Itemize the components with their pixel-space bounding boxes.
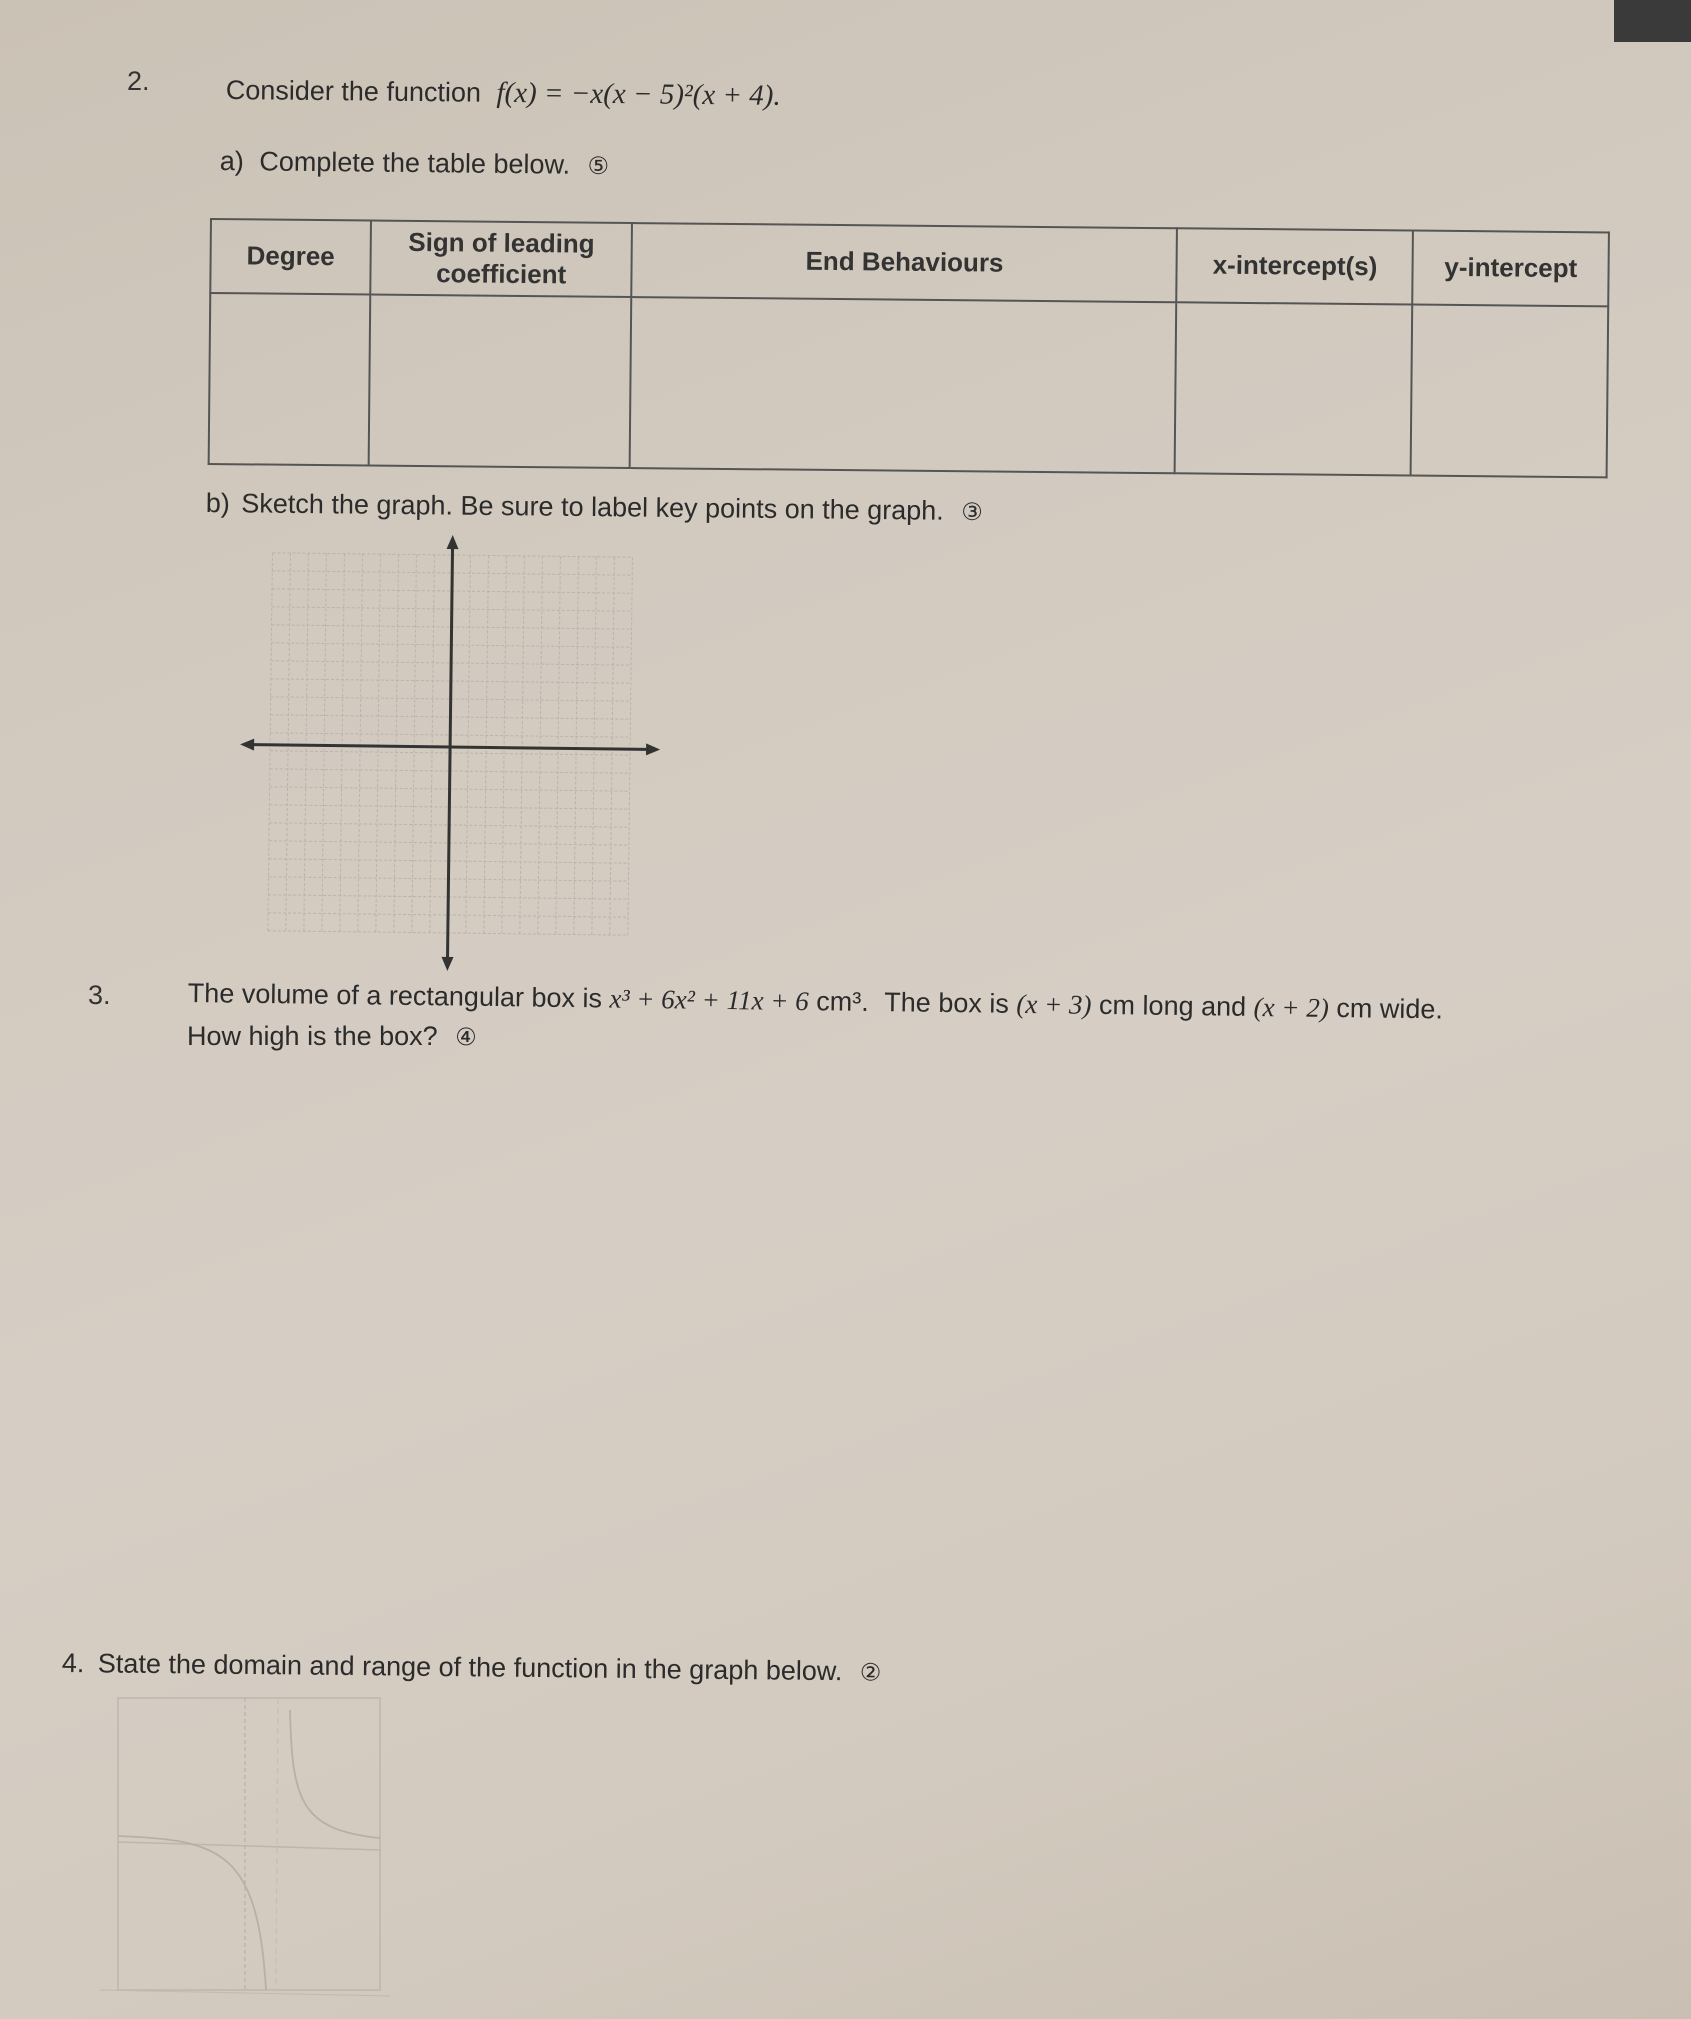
- question-4-text: State the domain and range of the function in the graph below.: [97, 1648, 843, 1687]
- rational-function-graph: [100, 1690, 390, 2000]
- polynomial-properties-table: [208, 218, 1610, 478]
- grid-line-vertical: [466, 555, 471, 935]
- header-leading-coefficient: Sign of leading coefficient: [370, 221, 632, 297]
- question-2b-label: b): [205, 488, 231, 519]
- grid-line-vertical: [304, 553, 309, 933]
- answer-cell-end-behaviours[interactable]: [630, 297, 1177, 474]
- grid-line-vertical: [592, 557, 597, 937]
- grid-line-vertical: [538, 556, 543, 936]
- grid-line-vertical: [556, 556, 561, 936]
- sketch-grid[interactable]: [240, 535, 660, 975]
- question-2-number: 2.: [127, 66, 150, 96]
- question-3-text-c: cm long and: [1098, 989, 1247, 1022]
- grid-line-vertical: [520, 556, 525, 936]
- question-3-line-1: [188, 978, 1443, 1025]
- question-3-line-2: [187, 1021, 477, 1052]
- grid-line-vertical: [484, 555, 489, 935]
- question-3-question: How high is the box?: [187, 1021, 438, 1051]
- question-2b-marks: ③: [961, 497, 983, 527]
- question-2b-text: Sketch the graph. Be sure to label key points on the graph.: [241, 488, 944, 526]
- grid-line-vertical: [430, 555, 435, 935]
- question-2b-prompt: [206, 488, 983, 527]
- grid-line-vertical: [358, 554, 363, 934]
- grid-line-vertical: [628, 557, 633, 937]
- header-end-behaviours: End Behaviours: [632, 223, 1178, 302]
- question-3-width: (x + 2): [1253, 991, 1330, 1023]
- answer-cell-y-intercept[interactable]: [1411, 304, 1608, 477]
- graph-x-axis: [118, 1842, 380, 1850]
- question-3-number: 3.: [88, 980, 111, 1010]
- question-3-text-a: The volume of a rectangular box is: [187, 978, 603, 1014]
- grid-line-vertical: [502, 556, 507, 936]
- question-2a-text: Complete the table below.: [259, 146, 571, 180]
- grid-line-vertical: [610, 557, 615, 937]
- grid-line-vertical: [322, 553, 327, 933]
- question-2-prompt: [226, 74, 781, 113]
- header-y-intercept: y-intercept: [1413, 231, 1609, 306]
- header-x-intercepts: x-intercept(s): [1177, 228, 1414, 304]
- grid-line-vertical: [574, 557, 579, 937]
- grid-lines: [240, 535, 660, 974]
- question-4-number: 4.: [61, 1648, 85, 1679]
- upper-branch-curve: [290, 1710, 380, 1838]
- answer-cell-degree[interactable]: [209, 293, 371, 466]
- question-3-unit: cm³.: [816, 986, 869, 1017]
- grid-line-vertical: [412, 555, 417, 935]
- question-3-length: (x + 3): [1016, 988, 1092, 1020]
- question-4-prompt: [62, 1648, 882, 1688]
- question-3-marks: ④: [455, 1023, 477, 1051]
- vertical-asymptote: [276, 1698, 278, 1990]
- question-2-function: f(x) = −x(x − 5)²(x + 4).: [496, 76, 781, 112]
- answer-cell-leading-coefficient[interactable]: [369, 294, 632, 468]
- y-axis: [447, 541, 452, 963]
- x-axis-right-arrow-icon: [646, 743, 660, 755]
- grid-line-vertical: [268, 553, 273, 933]
- question-4-marks: ②: [859, 1658, 882, 1687]
- question-2-intro: Consider the function: [225, 74, 482, 108]
- question-3-text-d: cm wide.: [1336, 993, 1444, 1025]
- question-2a-label: a): [219, 146, 245, 177]
- question-2a-prompt: [220, 146, 610, 181]
- lower-branch-curve: [118, 1836, 266, 1990]
- dark-background-corner: [1614, 0, 1691, 42]
- y-axis-up-arrow-icon: [447, 535, 459, 549]
- question-3-text-b: The box is: [884, 987, 1010, 1019]
- header-degree: Degree: [210, 219, 371, 294]
- grid-line-vertical: [394, 554, 399, 934]
- grid-line-vertical: [340, 554, 345, 934]
- table-answer-row: [209, 293, 1609, 478]
- x-axis-left-arrow-icon: [240, 738, 254, 750]
- bottom-rule: [100, 1990, 390, 1996]
- answer-cell-x-intercepts[interactable]: [1175, 302, 1413, 476]
- graph-frame: [118, 1698, 380, 1990]
- table-header-row: [210, 219, 1609, 306]
- y-axis-down-arrow-icon: [441, 957, 453, 971]
- question-3-volume: x³ + 6x² + 11x + 6: [609, 983, 809, 1017]
- grid-line-vertical: [286, 553, 291, 933]
- grid-line-vertical: [376, 554, 381, 934]
- question-2a-marks: ⑤: [587, 151, 610, 181]
